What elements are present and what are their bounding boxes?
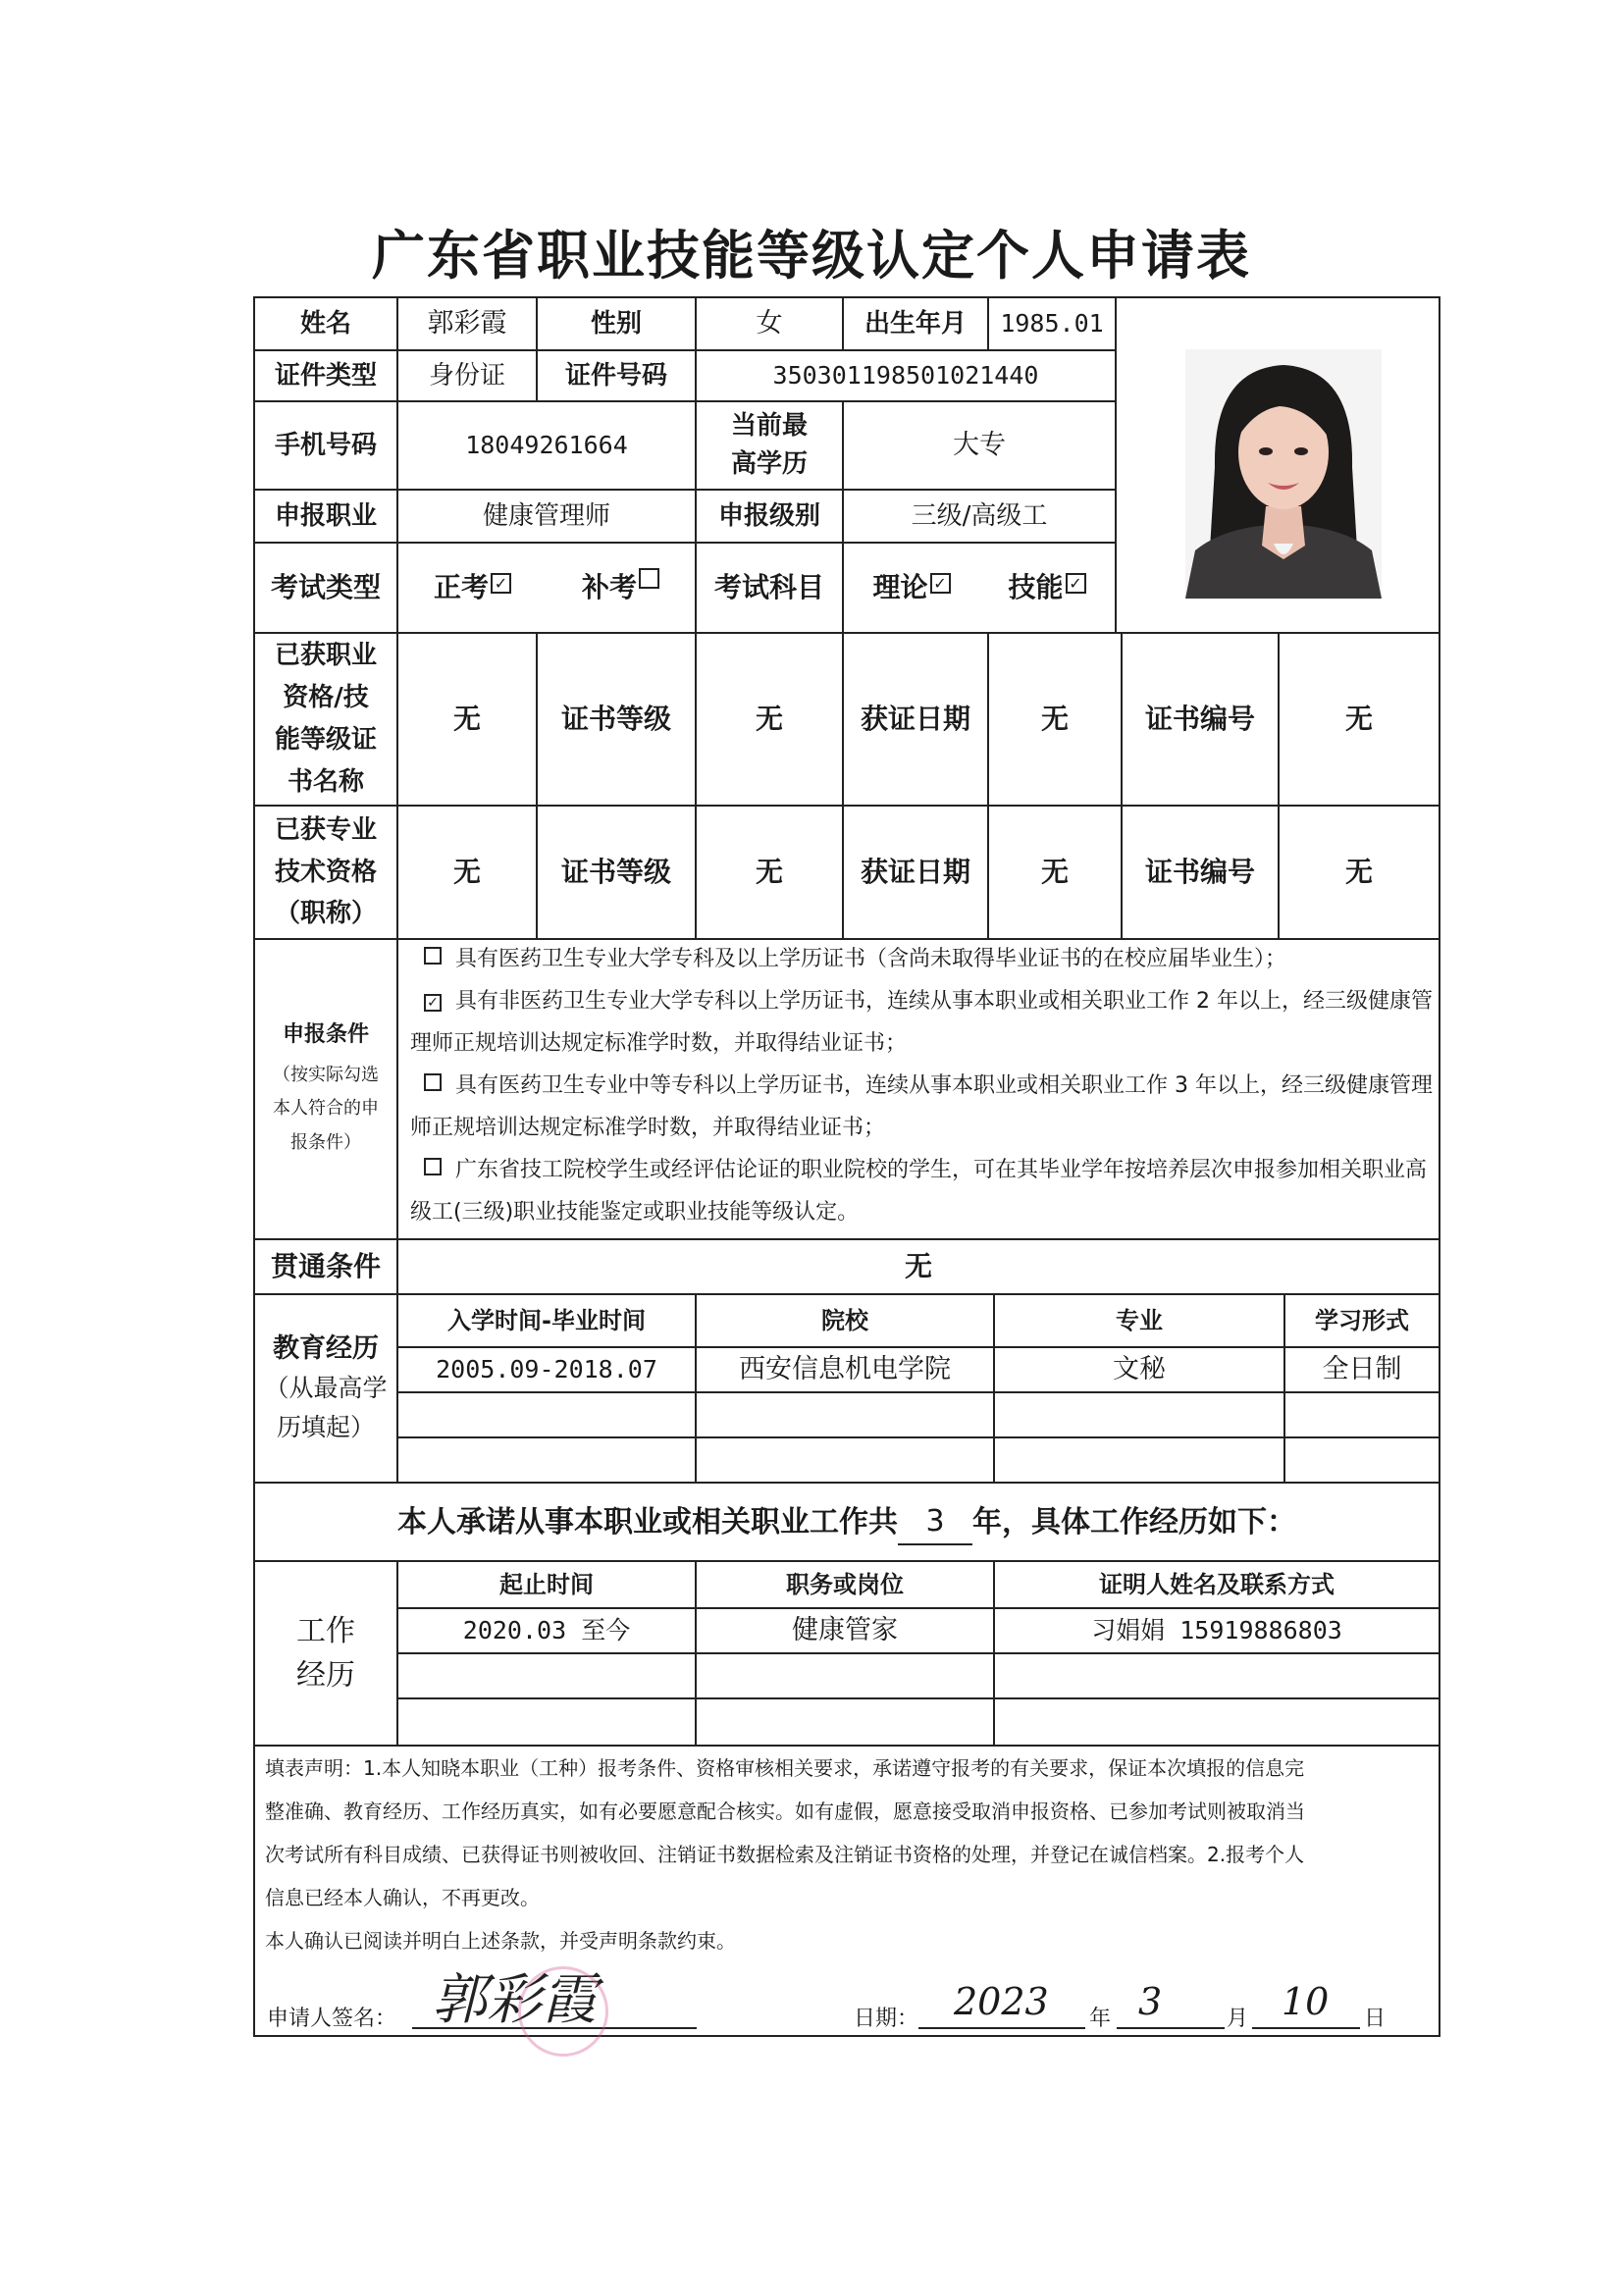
- edu-row-1-period: 2005.09-2018.07: [398, 1348, 697, 1393]
- date-label: 日期：: [854, 2007, 919, 2031]
- declaration-line-2: 整准确、教育经历、工作经历真实，如有必要愿意配合核实。如有虚假，愿意接受取消申报资格、已参加考试则被取消当: [265, 1800, 1305, 1823]
- day-line[interactable]: [1252, 2027, 1360, 2029]
- id-no-label: 证件号码: [538, 351, 697, 402]
- makeup-exam-label: 补考: [581, 571, 637, 603]
- edu-value: 大专: [844, 402, 1117, 491]
- work-row-3-period[interactable]: [398, 1699, 697, 1747]
- makeup-exam-option[interactable]: [582, 567, 659, 608]
- job-label: 申报职业: [255, 491, 398, 544]
- cert1-no-label: 证书编号: [1123, 634, 1280, 807]
- condition-3-checkbox[interactable]: [424, 1073, 442, 1091]
- skill-checkbox[interactable]: ✓: [1066, 573, 1086, 594]
- month-line[interactable]: [1117, 2027, 1225, 2029]
- conditions-label: 申报条件: [282, 1022, 369, 1048]
- condition-item-2: [396, 980, 1437, 1065]
- declaration-line-3: 次考试所有科目成绩、已获得证书则被收回、注销证书数据检索及注销证书资格的处理，并登记在诚信档案。2.报考个人: [265, 1843, 1305, 1866]
- portrait-image: [1185, 349, 1382, 599]
- signature: 郭彩霞: [432, 1968, 597, 2032]
- pledge-row: [255, 1484, 1439, 1562]
- cert2-label: 已获专业技术资格（职称）: [255, 807, 398, 940]
- cert2-grade: 无: [697, 807, 844, 940]
- exam-subject-label: 考试科目: [697, 544, 844, 634]
- condition-1-checkbox[interactable]: [424, 947, 442, 965]
- work-header-period: 起止时间: [398, 1562, 697, 1609]
- edu-row-2-period[interactable]: [398, 1393, 697, 1438]
- cert2-no: 无: [1280, 807, 1439, 940]
- condition-2-text: 具有非医药卫生专业大学专科以上学历证书，连续从事本职业或相关职业工作 2 年以上，经三级健康管理师正规培训达规定标准学时数，并取得结业证书；: [410, 989, 1433, 1056]
- declaration-line-5: 本人确认已阅读并明白上述条款，并受声明条款约束。: [265, 1929, 736, 1953]
- work-header-position: 职务或岗位: [697, 1562, 995, 1609]
- birth-label: 出生年月: [844, 298, 989, 351]
- education-note: （从最高学历填起）: [264, 1374, 388, 1442]
- declaration-line-1: 填表声明：1.本人知晓本职业（工种）报考条件、资格审核相关要求，承诺遵守报考的有关要求，保证本次填报的信息完: [265, 1756, 1305, 1780]
- edu-row-1-mode: 全日制: [1285, 1348, 1439, 1393]
- cert1-label: 已获职业资格/技能等级证书名称: [255, 634, 398, 807]
- cert2-name: 无: [398, 807, 538, 940]
- edu-row-1-school: 西安信息机电学院: [697, 1348, 995, 1393]
- gender-value: 女: [697, 298, 844, 351]
- cert1-no: 无: [1280, 634, 1439, 807]
- work-label: 工作经历: [255, 1562, 398, 1747]
- cert1-grade: 无: [697, 634, 844, 807]
- signer-label: 申请人签名：: [267, 2007, 397, 2031]
- conditions-list: [396, 938, 1437, 1233]
- edu-row-3-mode[interactable]: [1285, 1438, 1439, 1484]
- date-month: 3: [1138, 1980, 1163, 2023]
- work-row-2-reference[interactable]: [995, 1654, 1439, 1699]
- exam-subject-options: [844, 544, 1117, 634]
- skill-option[interactable]: [1008, 567, 1085, 608]
- month-unit: 月: [1227, 2007, 1249, 2031]
- work-row-3-reference[interactable]: [995, 1699, 1439, 1747]
- date-day: 10: [1282, 1980, 1330, 2023]
- work-row-3-position[interactable]: [697, 1699, 995, 1747]
- condition-4-checkbox[interactable]: [424, 1158, 442, 1175]
- exam-type-label: 考试类型: [255, 544, 398, 634]
- form-title: 广东省职业技能等级认定个人申请表: [372, 224, 1251, 287]
- id-no-value: 350301198501021440: [697, 351, 1117, 402]
- year-line[interactable]: [918, 2027, 1085, 2029]
- birth-value: 1985.01: [989, 298, 1117, 351]
- edu-row-1-major: 文秘: [995, 1348, 1285, 1393]
- cert1-date: 无: [989, 634, 1123, 807]
- date-year: 2023: [954, 1980, 1049, 2023]
- work-header-reference: 证明人姓名及联系方式: [995, 1562, 1439, 1609]
- id-type-value: 身份证: [398, 351, 538, 402]
- cert2-no-label: 证书编号: [1123, 807, 1280, 940]
- edu-header-period: 入学时间-毕业时间: [398, 1295, 697, 1348]
- applicant-photo: [1185, 349, 1382, 599]
- condition-item-1: [396, 938, 1437, 980]
- edu-label: 当前最高学历: [697, 402, 844, 491]
- condition-1-text: 具有医药卫生专业大学专科及以上学历证书（含尚未取得毕业证书的在校应届毕业生）；: [455, 947, 1287, 971]
- cert1-name: 无: [398, 634, 538, 807]
- pledge-years[interactable]: 3: [898, 1499, 972, 1545]
- edu-header-school: 院校: [697, 1295, 995, 1348]
- declaration-block: [265, 1747, 1433, 1962]
- pledge-prefix: 本人承诺从事本职业或相关职业工作共: [397, 1504, 898, 1539]
- through-value: 无: [398, 1240, 1439, 1295]
- cert2-date: 无: [989, 807, 1123, 940]
- work-row-1-position: 健康管家: [697, 1609, 995, 1654]
- education-label: 教育经历: [273, 1332, 379, 1364]
- phone-label: 手机号码: [255, 402, 398, 491]
- education-label-cell: [255, 1295, 398, 1484]
- edu-row-3-period[interactable]: [398, 1438, 697, 1484]
- name-value: 郭彩霞: [398, 298, 538, 351]
- makeup-exam-checkbox[interactable]: [639, 568, 659, 589]
- regular-exam-option[interactable]: [434, 567, 511, 608]
- condition-3-text: 具有医药卫生专业中等专科以上学历证书，连续从事本职业或相关职业工作 3 年以上，经三级健康管理师正规培训达规定标准学时数，并取得结业证书；: [410, 1073, 1433, 1140]
- job-value: 健康管理师: [398, 491, 697, 544]
- edu-header-major: 专业: [995, 1295, 1285, 1348]
- work-row-1-reference: 习娟娟 15919886803: [995, 1609, 1439, 1654]
- conditions-note: （按实际勾选本人符合的申报条件）: [273, 1065, 379, 1153]
- seal-stamp: [518, 1966, 608, 2057]
- theory-label: 理论: [872, 571, 928, 603]
- regular-exam-label: 正考: [433, 571, 489, 603]
- cert1-grade-label: 证书等级: [538, 634, 697, 807]
- edu-header-mode: 学习形式: [1285, 1295, 1439, 1348]
- cert2-date-label: 获证日期: [844, 807, 989, 940]
- through-label: 贯通条件: [255, 1240, 398, 1295]
- work-row-2-position[interactable]: [697, 1654, 995, 1699]
- year-unit: 年: [1089, 2007, 1112, 2031]
- condition-item-4: [396, 1149, 1437, 1233]
- regular-exam-checkbox[interactable]: ✓: [491, 573, 511, 594]
- edu-row-2-school[interactable]: [697, 1393, 995, 1438]
- work-row-1-period: 2020.03 至今: [398, 1609, 697, 1654]
- condition-item-3: [396, 1065, 1437, 1149]
- gender-label: 性别: [538, 298, 697, 351]
- cert2-grade-label: 证书等级: [538, 807, 697, 940]
- cert1-date-label: 获证日期: [844, 634, 989, 807]
- edu-row-2-mode[interactable]: [1285, 1393, 1439, 1438]
- condition-2-checkbox[interactable]: ✓: [424, 994, 442, 1012]
- edu-row-3-major[interactable]: [995, 1438, 1285, 1484]
- theory-option[interactable]: [872, 567, 950, 608]
- day-unit: 日: [1364, 2007, 1387, 2031]
- skill-label: 技能: [1008, 571, 1064, 603]
- level-label: 申报级别: [697, 491, 844, 544]
- edu-row-3-school[interactable]: [697, 1438, 995, 1484]
- level-value: 三级/高级工: [844, 491, 1117, 544]
- exam-type-options: [398, 544, 697, 634]
- id-type-label: 证件类型: [255, 351, 398, 402]
- declaration-line-4: 信息已经本人确认，不再更改。: [265, 1886, 540, 1909]
- work-row-2-period[interactable]: [398, 1654, 697, 1699]
- name-label: 姓名: [255, 298, 398, 351]
- theory-checkbox[interactable]: ✓: [930, 573, 951, 594]
- pledge-suffix: 年，具体工作经历如下：: [972, 1504, 1296, 1539]
- edu-row-2-major[interactable]: [995, 1393, 1285, 1438]
- conditions-label-cell: [255, 940, 398, 1240]
- condition-4-text: 广东省技工院校学生或经评估论证的职业院校的学生，可在其毕业学年按培养层次申报参加相关职业高级工(三级)职业技能鉴定或职业技能等级认定。: [410, 1158, 1428, 1225]
- phone-value: 18049261664: [398, 402, 697, 491]
